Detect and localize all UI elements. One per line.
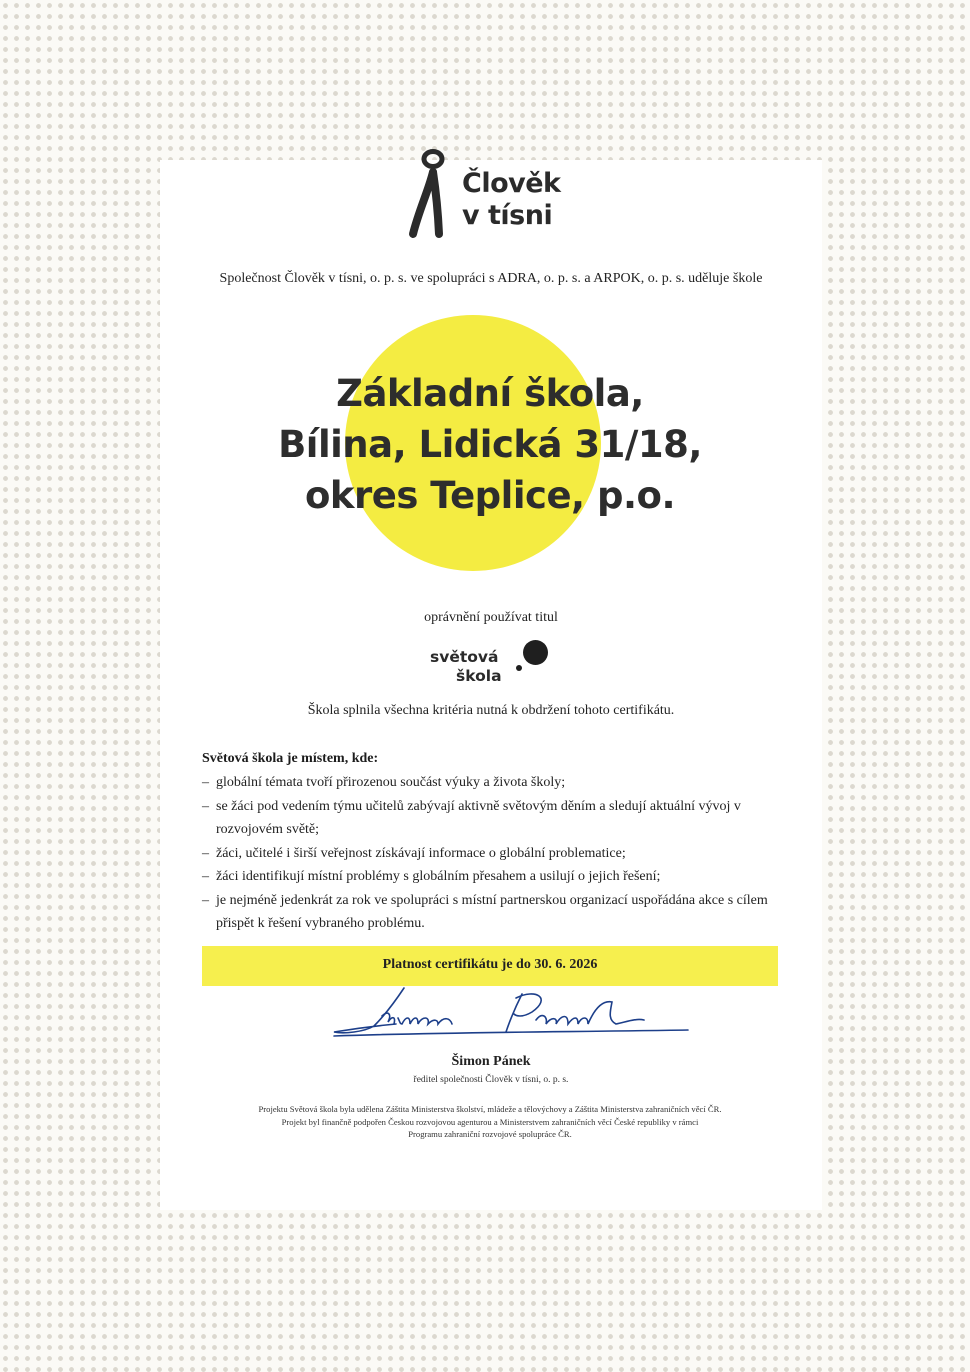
logo-line-1: Člověk <box>462 168 561 199</box>
signer-role: ředitel společnosti Člověk v tísni, o. p. s. <box>413 1075 569 1085</box>
footnote-line-1: Projektu Světová škola byla udělena Záštita Ministerstva školství, mládeže a tělovýchovy a Záštita Ministerstva zahraničních věcí ČR. <box>258 1104 722 1114</box>
list-heading: Světová škola je místem, kde: <box>202 751 379 766</box>
logo-line-2: v tísni <box>462 200 553 231</box>
school-name <box>200 368 780 521</box>
globe-dot-icon <box>523 640 548 665</box>
world-school-logo-line-1: světová <box>430 648 499 666</box>
intro-text: Společnost Člověk v tísni, o. p. s. ve spolupráci s ADRA, o. p. s. a ARPOK, o. p. s. uděluje škole <box>219 271 763 286</box>
footnote <box>200 1103 780 1141</box>
school-name-line-2: Bílina, Lidická 31/18, <box>278 423 702 466</box>
list-item: – žáci, učitelé i širší veřejnost získávají informace o globální problematice; <box>202 842 772 866</box>
footnote-line-2: Projekt byl finančně podpořen Českou rozvojovou agenturou a Ministerstvem zahraničních věcí České republiky v rámci <box>281 1116 699 1127</box>
list-item: – žáci identifikují místní problémy s globálním přesahem a usilují o jejich řešení; <box>202 865 772 889</box>
criteria-text: Škola splnila všechna kritéria nutná k obdržení tohoto certifikátu. <box>307 703 675 718</box>
world-school-logo-line-2: škola <box>456 667 502 685</box>
school-name-line-1: Základní škola, <box>336 372 644 415</box>
list-item: – globální témata tvoří přirozenou součást výuky a života školy; <box>202 771 772 795</box>
validity-text: Platnost certifikátu je do 30. 6. 2026 <box>382 957 598 972</box>
footnote-line-3: Programu zahraniční rozvojové spolupráce ČR. <box>408 1129 572 1139</box>
clovek-v-tisni-logo <box>404 148 594 240</box>
person-figure-icon <box>404 148 454 240</box>
signer-name: Šimon Pánek <box>451 1054 531 1069</box>
list-item: – se žáci pod vedením týmu učitelů zabývají aktivně světovým děním a sledují aktuální vývoj v rozvojovém světě; <box>202 795 772 842</box>
school-name-line-3: okres Teplice, p.o. <box>304 474 676 517</box>
authorized-text: oprávnění používat titul <box>424 610 558 625</box>
world-school-logo <box>430 638 560 688</box>
list-item: – je nejméně jedenkrát za rok ve spolupráci s místní partnerskou organizací uspořádána akce s cílem přispět k řešení vybraného problému. <box>202 889 772 936</box>
criteria-list <box>202 771 772 936</box>
small-dot-icon <box>516 665 522 671</box>
handwritten-signature <box>326 980 696 1048</box>
